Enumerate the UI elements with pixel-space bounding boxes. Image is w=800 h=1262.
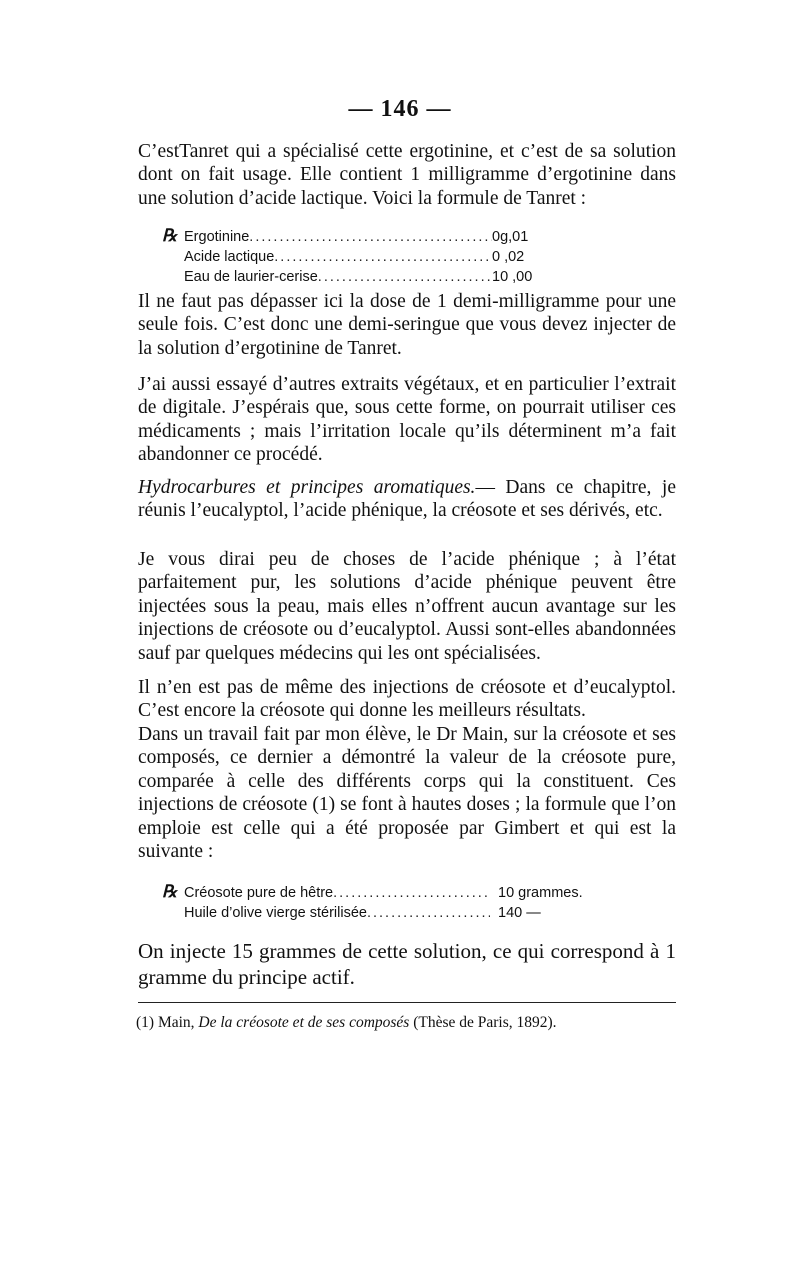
paragraph-7	[138, 723, 676, 863]
footnote-divider	[138, 1002, 676, 1003]
paragraph-text: On injecte 15 grammes de cette solution, ce qui correspond à 1 gramme du principe actif.	[138, 939, 676, 989]
recipe-item: Huile d’olive vierge stérilisée	[184, 905, 367, 921]
recipe-row	[162, 903, 602, 923]
recipe-row	[162, 226, 540, 247]
paragraph-4	[138, 476, 676, 523]
recipe-tanret	[162, 226, 540, 287]
paragraph-text: Dans un travail fait par mon élève, le Dr Main, sur la créosote et ses composés, ce dernier a démontré la valeur de la créosote pure, comparée à celle des différents corps qui la constituent. Ces injections de créosote (1) se font à hautes doses ; la formule que l’on emploie est celle qui a été proposée par Gimbert et qui est la suivante :	[138, 724, 676, 863]
page-number: — 146 —	[348, 96, 452, 122]
leader-dots	[249, 227, 492, 247]
recipe-item: Ergotinine	[184, 229, 250, 245]
section-heading: Hydrocarbures et principes aromatiques.	[138, 477, 476, 498]
leader-dots	[333, 883, 490, 903]
paragraph-5	[138, 548, 676, 665]
recipe-item: Eau de laurier-cerise	[184, 269, 318, 285]
paragraph-text: J’ai aussi essayé d’autres extraits végétaux, et en particulier l’extrait de digitale. J’espérais que, sous cette forme, on pourrait utiliser ces médicaments ; mais l’irritation locale qu’ils déterminent m’a fait abandonner ce procédé.	[138, 374, 676, 466]
leader-dots	[274, 247, 492, 267]
paragraph-6	[138, 676, 676, 723]
paragraph-text: Il ne faut pas dépasser ici la dose de 1 demi-milligramme pour une seule fois. C’est donc une demi-seringue que vous devez injecter de la solution d’ergotinine de Tanret.	[138, 291, 676, 359]
recipe-value: 140 —	[498, 905, 541, 921]
recipe-value: 10 grammes.	[498, 885, 583, 901]
paragraph-text	[138, 476, 676, 523]
prescription-symbol: ℞	[162, 882, 178, 901]
paragraph-text: Il n’en est pas de même des injections de créosote et d’eucalyptol. C’est encore la créosote qui donne les meilleurs résultats.	[138, 677, 676, 722]
paragraph-body: — Dans ce chapitre, je réunis l’eucalyptol, l’acide phénique, la créosote et ses dérivés, etc.	[138, 477, 676, 522]
paragraph-8	[138, 938, 676, 990]
recipe-row	[162, 267, 540, 287]
prescription-symbol: ℞	[162, 226, 178, 245]
footnote-suffix: (Thèse de Paris, 1892).	[409, 1014, 557, 1031]
paragraph-text: Je vous dirai peu de choses de l’acide phénique ; à l’état parfaitement pur, les solutions d’acide phénique peuvent être injectées sous la peau, mais elles n’offrent aucun avantage sur les injections de créosote ou d’eucalyptol. Aussi sont-elles abandonnées sauf par quelques médecins qui les ont spécialisées.	[138, 549, 676, 664]
recipe-gimbert	[162, 882, 602, 923]
paragraph-3	[138, 373, 676, 467]
recipe-value: 10 ,00	[492, 269, 533, 285]
paragraph-text: C’estTanret qui a spécialisé cette ergotinine, et c’est de sa solution dont on fait usage. Elle contient 1 milligramme d’ergotinine dans une solution d’acide lactique. Voici la formule de Tanret :	[138, 141, 676, 209]
recipe-value: 0 ,02	[492, 249, 525, 265]
recipe-row	[162, 882, 602, 903]
leader-dots	[318, 267, 492, 287]
leader-dots	[367, 903, 490, 923]
recipe-item: Acide lactique	[184, 249, 275, 265]
recipe-row	[162, 247, 540, 267]
recipe-item: Créosote pure de hêtre	[184, 885, 334, 901]
recipe-value: 0g,01	[492, 229, 529, 245]
footnote-prefix: (1) Main,	[136, 1014, 199, 1031]
footnote	[136, 1014, 696, 1032]
footnote-title: De la créosote et de ses composés	[198, 1014, 410, 1031]
paragraph-1	[138, 140, 676, 210]
paragraph-2	[138, 290, 676, 360]
